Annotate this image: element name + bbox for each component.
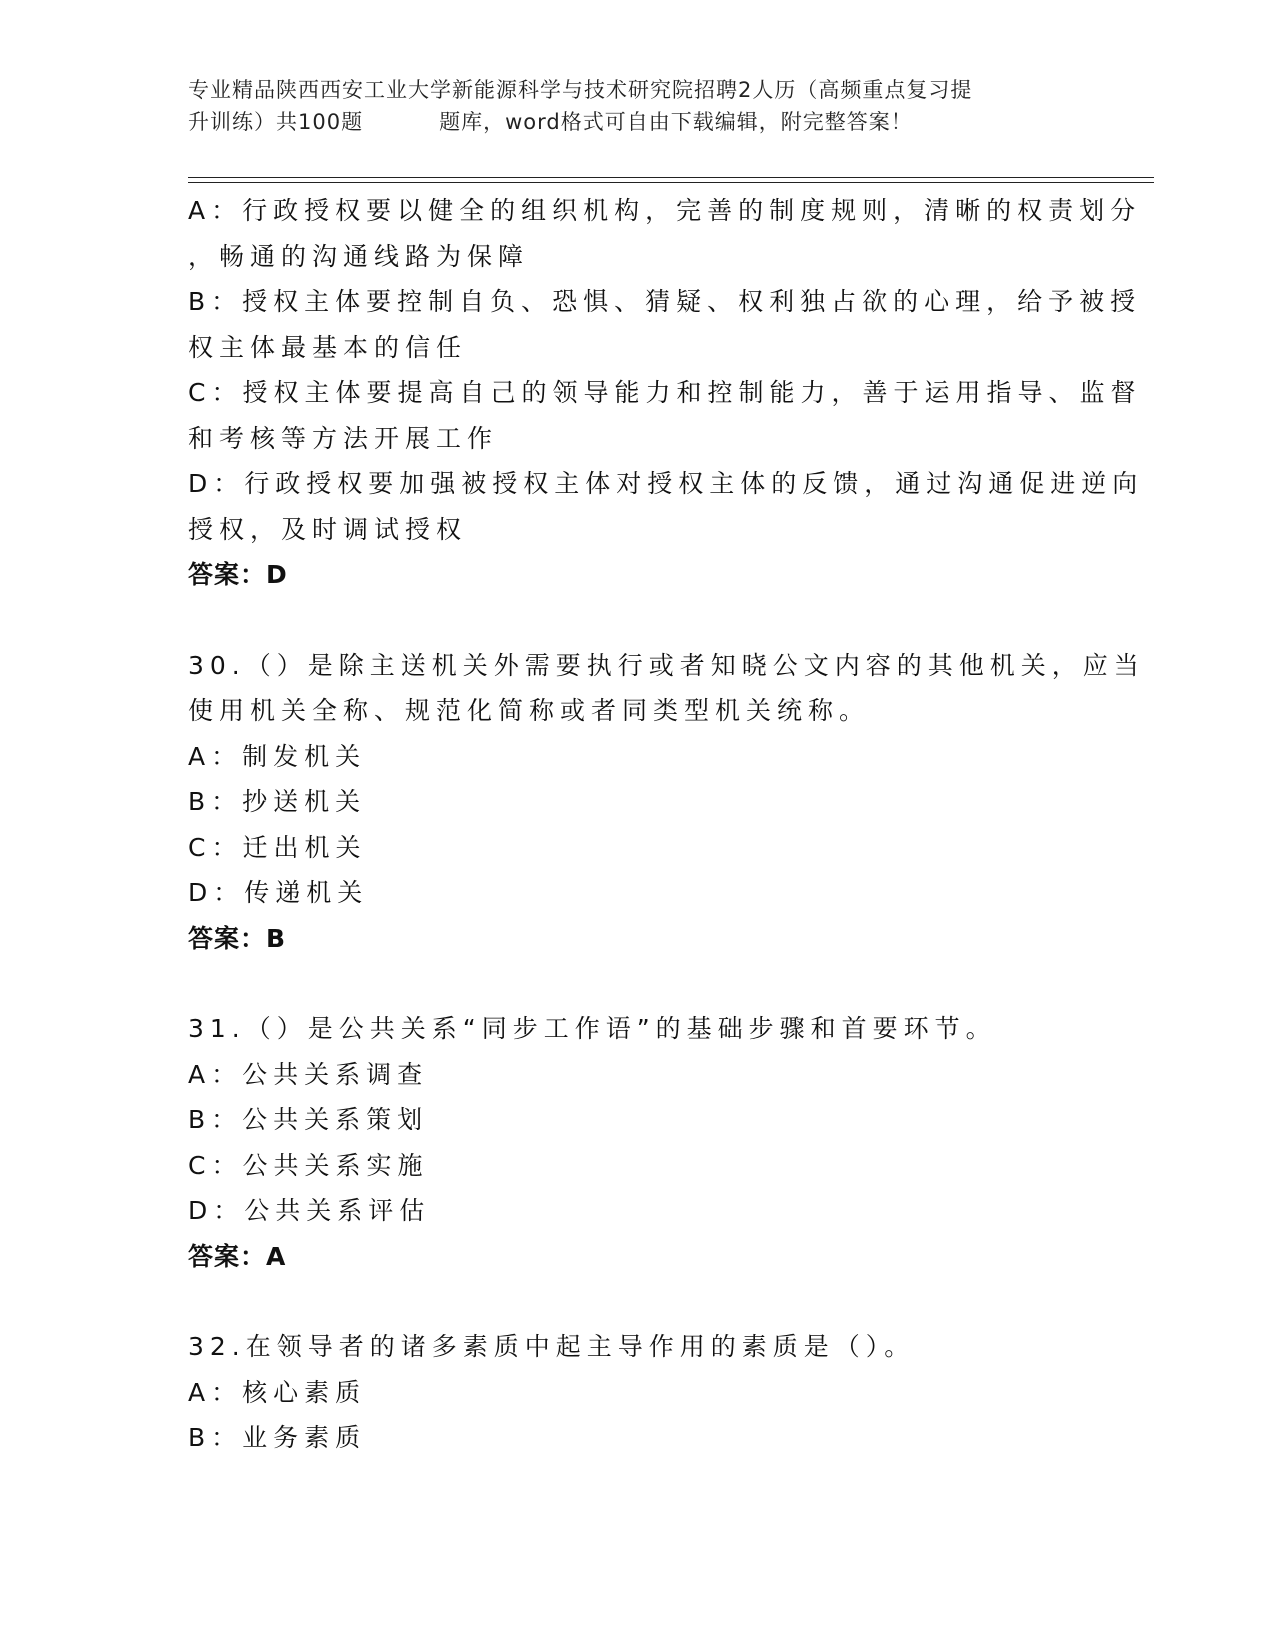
option-b: B：业务素质: [188, 1423, 367, 1452]
option-a-line-2: ，畅通的沟通线路为保障: [188, 241, 530, 271]
header-divider-top: [188, 177, 1154, 178]
answer-label: 答案：B: [188, 923, 287, 953]
header-title-part-b: 题库，word格式可自由下载编辑，附完整答案！: [439, 110, 913, 134]
header-title-line-2: [188, 106, 1088, 138]
option-c: C：公共关系实施: [188, 1150, 429, 1180]
option-b: B：公共关系策划: [188, 1105, 429, 1134]
option-d-line-2: 授权，及时调试授权: [188, 514, 468, 544]
question-stem-line-1: 30.（）是除主送机关外需要执行或者知晓公文内容的其他机关，应当: [188, 650, 1145, 680]
header-divider-bottom: [188, 182, 1154, 183]
option-b: B：抄送机关: [188, 787, 367, 816]
option-d: D：传递机关: [188, 878, 369, 907]
question-list: [188, 188, 1145, 1461]
answer-label: 答案：D: [188, 560, 288, 589]
question-32: [188, 1324, 1088, 1461]
header-title-line-1: 专业精品陕西西安工业大学新能源科学与技术研究院招聘2人历（高频重点复习提: [188, 78, 973, 102]
option-a: A：核心素质: [188, 1377, 367, 1407]
option-d: D：公共关系评估: [188, 1196, 431, 1225]
question-29-continued: [188, 188, 1144, 598]
answer-label: 答案：A: [188, 1241, 287, 1271]
document-header: [188, 74, 1088, 138]
option-d-line-1: D：行政授权要加强被授权主体对授权主体的反馈，通过沟通促进逆向: [188, 469, 1144, 498]
question-stem-line-2: 使用机关全称、规范化简称或者同类型机关统称。: [188, 696, 871, 725]
option-c-line-2: 和考核等方法开展工作: [188, 423, 499, 453]
question-30: [188, 643, 1145, 962]
option-c-line-1: C：授权主体要提高自己的领导能力和控制能力，善于运用指导、监督: [188, 378, 1142, 407]
option-b-line-2: 权主体最基本的信任: [188, 332, 468, 362]
header-title-part-a: 升训练）共100题: [188, 110, 364, 134]
option-a-line-1: A：行政授权要以健全的组织机构，完善的制度规则，清晰的权责划分: [188, 196, 1142, 225]
option-a: A：制发机关: [188, 741, 367, 771]
option-b-line-1: B：授权主体要控制自负、恐惧、猜疑、权利独占欲的心理，给予被授: [188, 287, 1142, 316]
option-a: A：公共关系调查: [188, 1059, 429, 1089]
question-31: [188, 1006, 1088, 1279]
question-stem-line-1: 32.在领导者的诸多素质中起主导作用的素质是（）。: [188, 1332, 916, 1361]
question-stem-line-1: 31.（）是公共关系“同步工作语”的基础步骤和首要环节。: [188, 1014, 997, 1043]
option-c: C：迁出机关: [188, 832, 367, 862]
